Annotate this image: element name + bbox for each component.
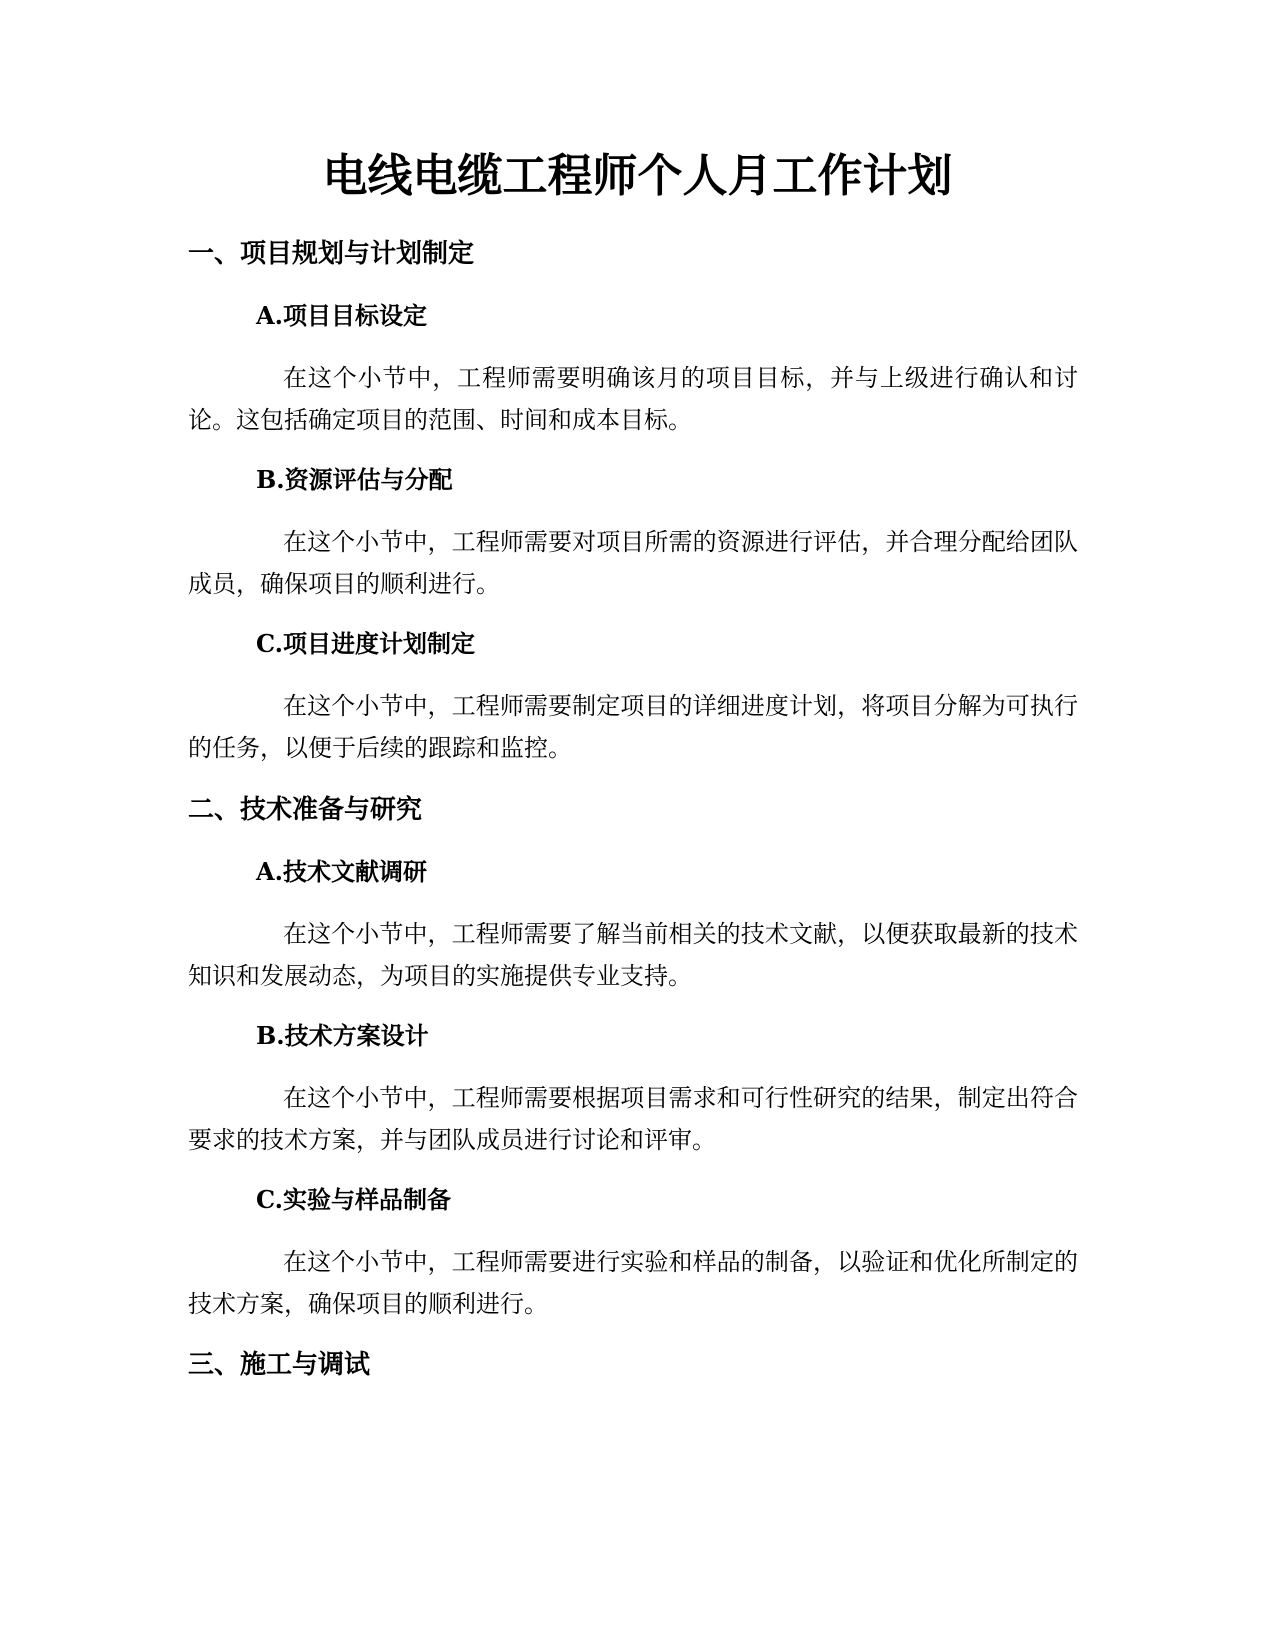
section-heading: 一、项目规划与计划制定: [188, 239, 475, 269]
paragraph: 在这个小节中，工程师需要对项目所需的资源进行评估，并合理分配给团队成员，确保项目的顺利进行。: [188, 528, 1078, 598]
paragraph: 在这个小节中，工程师需要制定项目的详细进度计划，将项目分解为可执行的任务，以便于后续的跟踪和监控。: [188, 692, 1078, 762]
subsection-heading: C.实验与样品制备: [256, 1185, 452, 1214]
subsection-heading: B.资源评估与分配: [256, 465, 453, 494]
paragraph: 在这个小节中，工程师需要了解当前相关的技术文献，以便获取最新的技术知识和发展动态，为项目的实施提供专业支持。: [188, 920, 1078, 990]
paragraph: 在这个小节中，工程师需要明确该月的项目目标，并与上级进行确认和讨论。这包括确定项目的范围、时间和成本目标。: [188, 364, 1078, 434]
section-heading: 二、技术准备与研究: [188, 795, 423, 825]
subsection-heading: A.技术文献调研: [256, 857, 427, 886]
section-heading: 三、施工与调试: [188, 1350, 371, 1380]
paragraph: 在这个小节中，工程师需要进行实验和样品的制备，以验证和优化所制定的技术方案，确保项目的顺利进行。: [188, 1248, 1078, 1318]
subsection-heading: A.项目目标设定: [256, 301, 427, 330]
document-title: 电线电缆工程师个人月工作计划: [322, 149, 953, 202]
subsection-heading: C.项目进度计划制定: [256, 629, 476, 658]
paragraph: 在这个小节中，工程师需要根据项目需求和可行性研究的结果，制定出符合要求的技术方案，并与团队成员进行讨论和评审。: [188, 1084, 1078, 1154]
subsection-heading: B.技术方案设计: [256, 1021, 429, 1050]
